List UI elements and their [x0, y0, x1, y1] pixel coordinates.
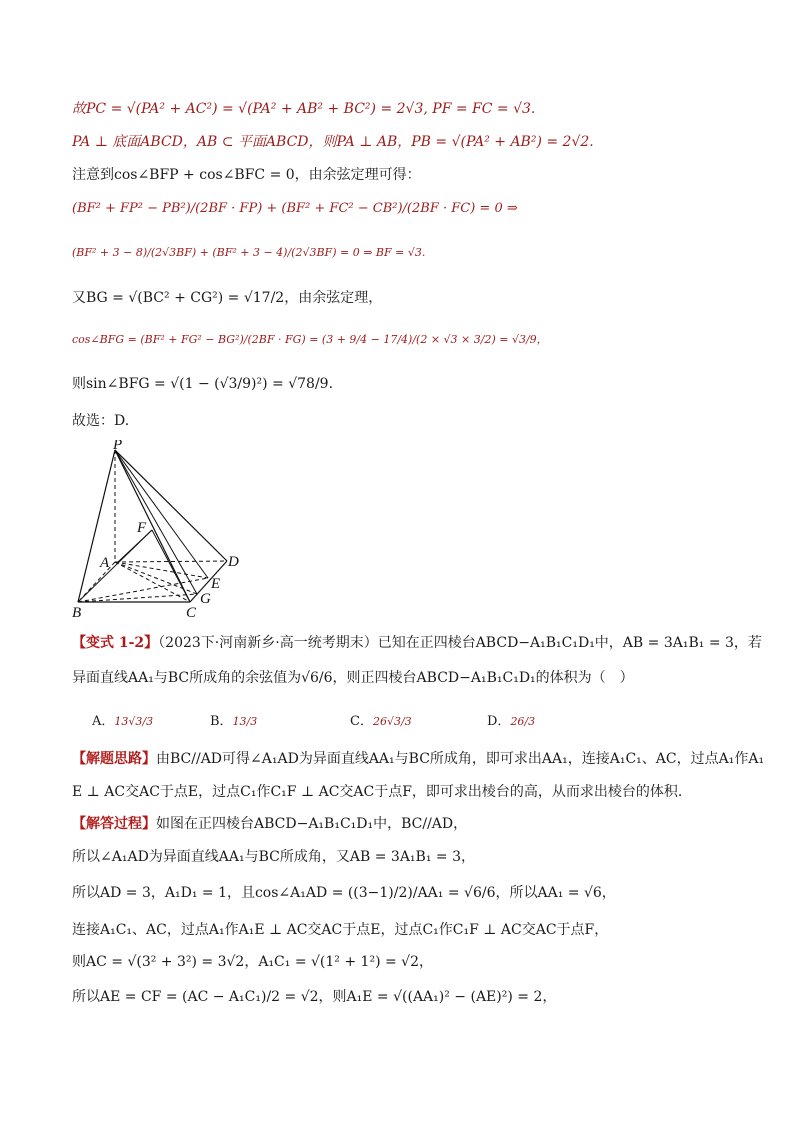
pyramid-figure: [70, 440, 250, 620]
solution-tag: 【解答过程】: [72, 816, 156, 832]
text-line-15: 所以∠A₁AD为异面直线AA₁与BC所成角，又AB = 3A₁B₁ = 3，: [72, 849, 475, 865]
text-line-8: 则sin∠BFG = √(1 − (√3/9)²) = √78/9.: [72, 376, 334, 392]
text-line-5: (BF² + 3 − 8)/(2√3BF) + (BF² + 3 − 4)/(2√3BF) = 0 ⇒ BF = √3.: [72, 246, 426, 259]
text-line-17: 连接A₁C₁、AC，过点A₁作A₁E ⊥ AC交AC于点E，过点C₁作C₁F ⊥ AC交AC于点F，: [72, 922, 609, 938]
label-c: C: [186, 605, 197, 620]
text-line-13: E ⊥ AC交AC于点E，过点C₁作C₁F ⊥ AC交AC于点F，即可求出棱台的高，从而求出棱台的体积.: [72, 784, 683, 800]
solution-text-1: 如图在正四棱台ABCD−A₁B₁C₁D₁中，BC//AD，: [156, 816, 468, 832]
text-line-3: 注意到cos∠BFP + cos∠BFC = 0，由余弦定理可得：: [72, 167, 421, 183]
choice-b: B．13/3: [210, 714, 258, 729]
text-line-14: [72, 815, 732, 833]
choice-d: D．26/3: [487, 714, 536, 729]
variant-tag: 【变式 1-2】: [72, 635, 159, 651]
text-line-12: [72, 750, 765, 768]
label-d: D: [228, 554, 239, 570]
text-line-19: 所以AE = CF = (AC − A₁C₁)/2 = √2，则A₁E = √((AA₁)² − (AE)²) = 2，: [72, 989, 557, 1005]
text-line-16: 所以AD = 3，A₁D₁ = 1，且cos∠A₁AD = ((3−1)/2)/AA₁ = √6/6，所以AA₁ = √6，: [72, 885, 616, 901]
choice-c: C．26√3/3: [350, 714, 412, 729]
label-p: P: [113, 440, 123, 453]
choice-a: A．13√3/3: [92, 714, 154, 729]
text-line-11: 异面直线AA₁与BC所成角的余弦值为√6/6，则正四棱台ABCD−A₁B₁C₁D₁的体积为（ ）: [72, 670, 634, 686]
thinking-text-1: 由BC//AD可得∠A₁AD为异面直线AA₁与BC所成角，即可求出AA₁，连接A₁C₁、AC，过点A₁作A₁: [156, 751, 765, 767]
text-line-1: 故PC = √(PA² + AC²) = √(PA² + AB² + BC²) = 2√3, PF = FC = √3.: [72, 101, 536, 117]
label-b: B: [72, 605, 82, 620]
text-line-10: [72, 634, 762, 652]
text-line-9: 故选：D.: [72, 413, 130, 429]
text-line-7: cos∠BFG = (BF² + FG² − BG²)/(2BF · FG) = (3 + 9/4 − 17/4)/(2 × √3 × 3/2) = √3/9，: [72, 333, 548, 346]
label-f: F: [137, 520, 147, 536]
label-a: A: [100, 555, 110, 571]
text-line-18: 则AC = √(3² + 3²) = 3√2，A₁C₁ = √(1² + 1²) = √2，: [72, 954, 433, 970]
variant-question: （2023下·河南新乡·高一统考期末）已知在正四棱台ABCD−A₁B₁C₁D₁中，AB = 3A₁B₁ = 3，若: [158, 635, 762, 651]
text-line-4: (BF² + FP² − PB²)/(2BF · FP) + (BF² + FC² − CB²)/(2BF · FC) = 0 ⇒: [72, 201, 518, 216]
text-line-2: PA ⊥ 底面ABCD，AB ⊂ 平面ABCD，则PA ⊥ AB，PB = √(PA² + AB²) = 2√2.: [72, 134, 594, 150]
label-g: G: [200, 591, 211, 607]
text-line-6: 又BG = √(BC² + CG²) = √17/2，由余弦定理，: [72, 290, 383, 306]
thinking-tag: 【解题思路】: [72, 751, 156, 767]
label-e: E: [211, 576, 221, 592]
